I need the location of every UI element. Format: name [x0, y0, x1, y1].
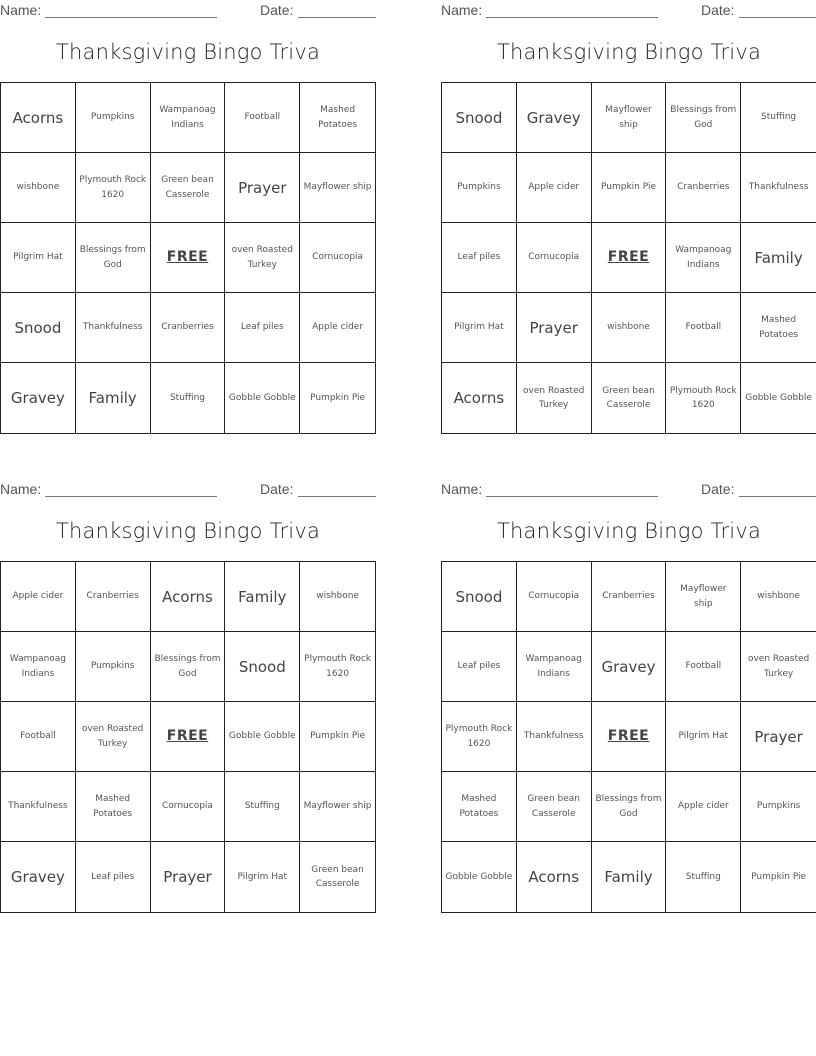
bingo-cell[interactable]: Pumpkin Pie	[300, 702, 375, 772]
bingo-cell[interactable]: Prayer	[225, 153, 300, 223]
bingo-cell[interactable]: wishbone	[1, 153, 76, 223]
bingo-cell[interactable]: Prayer	[517, 293, 592, 363]
bingo-cell[interactable]: Mayflower ship	[300, 772, 375, 842]
bingo-card	[441, 0, 816, 440]
bingo-cell[interactable]: Green bean Casserole	[151, 153, 226, 223]
bingo-cell[interactable]: Green bean Casserole	[311, 864, 364, 889]
date-label: Date:	[260, 2, 294, 18]
name-blank-line[interactable]	[45, 17, 217, 18]
bingo-cell[interactable]: Mayflower ship	[666, 562, 741, 632]
name-label: Name:	[0, 481, 42, 497]
bingo-cell[interactable]: Leaf piles	[76, 842, 151, 912]
bingo-cell[interactable]: Plymouth Rock 1620	[76, 153, 151, 223]
bingo-cell[interactable]: Gravey	[1, 842, 76, 912]
bingo-grid	[441, 82, 816, 434]
bingo-cell[interactable]: wishbone	[741, 562, 816, 632]
name-date-row	[0, 2, 376, 20]
bingo-cell[interactable]: Family	[741, 223, 816, 293]
bingo-cell[interactable]: Pilgrim Hat	[666, 702, 741, 772]
bingo-cell[interactable]: Apple cider	[1, 562, 76, 632]
bingo-cell[interactable]: Cranberries	[592, 562, 667, 632]
bingo-cell[interactable]: Pilgrim Hat	[442, 293, 517, 363]
bingo-cell[interactable]: Blessings from God	[666, 83, 741, 153]
bingo-cell[interactable]: Thankfulness	[517, 702, 592, 772]
bingo-cell[interactable]: Pumpkins	[442, 153, 517, 223]
bingo-cell[interactable]: Thankfulness	[76, 293, 151, 363]
bingo-cell[interactable]: Apple cider	[666, 772, 741, 842]
name-blank-line[interactable]	[45, 496, 217, 497]
date-label: Date:	[701, 481, 735, 497]
bingo-cell[interactable]: Football	[225, 83, 300, 153]
date-blank-line[interactable]	[739, 496, 816, 497]
bingo-cell[interactable]: Acorns	[1, 83, 76, 153]
free-space-cell[interactable]: FREE	[592, 702, 667, 772]
free-space-cell[interactable]: FREE	[592, 223, 667, 293]
bingo-cell[interactable]: Mashed Potatoes	[76, 772, 151, 842]
name-date-row	[441, 2, 816, 20]
bingo-cell[interactable]: Leaf piles	[225, 293, 300, 363]
bingo-cell[interactable]: Gobble Gobble	[442, 842, 517, 912]
bingo-cell[interactable]: Prayer	[741, 702, 816, 772]
bingo-cell[interactable]: Leaf piles	[442, 223, 517, 293]
bingo-cell[interactable]: Plymouth Rock 1620	[300, 632, 375, 702]
bingo-cell[interactable]: Football	[666, 293, 741, 363]
bingo-cell[interactable]: wishbone	[592, 293, 667, 363]
bingo-cell[interactable]: Leaf piles	[442, 632, 517, 702]
bingo-cell[interactable]: Football	[666, 632, 741, 702]
bingo-cell[interactable]: Cornucopia	[517, 223, 592, 293]
name-date-row	[441, 481, 816, 499]
bingo-cell[interactable]: Wampanoag Indians	[666, 223, 741, 293]
bingo-cell[interactable]: Gravey	[592, 632, 667, 702]
name-label: Name:	[441, 481, 483, 497]
date-blank-line[interactable]	[298, 17, 376, 18]
bingo-cell[interactable]: Blessings from God	[76, 223, 151, 293]
bingo-grid	[441, 561, 816, 913]
date-blank-line[interactable]	[739, 17, 816, 18]
bingo-cell[interactable]: Gobble Gobble	[225, 363, 300, 433]
bingo-cell[interactable]: Blessings from God	[592, 772, 667, 842]
bingo-cell[interactable]: Mashed Potatoes	[300, 83, 375, 153]
bingo-cell[interactable]: oven Roasted Turkey	[741, 632, 816, 702]
bingo-cell[interactable]: Blessings from God	[151, 632, 226, 702]
bingo-cell[interactable]: Family	[225, 562, 300, 632]
bingo-cell[interactable]: Mashed Potatoes	[442, 772, 517, 842]
bingo-cell[interactable]: Acorns	[151, 562, 226, 632]
bingo-cell[interactable]: Stuffing	[151, 363, 226, 433]
bingo-card	[0, 479, 376, 919]
bingo-cell[interactable]: Thankfulness	[1, 772, 76, 842]
bingo-cell[interactable]: Snood	[442, 83, 517, 153]
free-space-cell[interactable]: FREE	[151, 702, 226, 772]
card-title: Thanksgiving Bingo Triva	[496, 519, 762, 543]
bingo-cell[interactable]: Plymouth Rock 1620	[442, 702, 517, 772]
name-label: Name:	[441, 2, 483, 18]
date-label: Date:	[260, 481, 294, 497]
bingo-cell[interactable]: Football	[1, 702, 76, 772]
name-blank-line[interactable]	[486, 17, 658, 18]
bingo-cell[interactable]: Family	[76, 363, 151, 433]
bingo-cell[interactable]: Stuffing	[225, 772, 300, 842]
bingo-cell[interactable]: Snood	[225, 632, 300, 702]
bingo-cell[interactable]: Gobble Gobble	[225, 702, 300, 772]
bingo-cell[interactable]: Snood	[442, 562, 517, 632]
bingo-cell[interactable]: Mayflower ship	[300, 153, 375, 223]
bingo-cell[interactable]: Green bean Casserole	[517, 772, 592, 842]
date-label: Date:	[701, 2, 735, 18]
name-label: Name:	[0, 2, 42, 18]
bingo-cell[interactable]: Green bean Casserole	[592, 363, 667, 433]
bingo-cell[interactable]: Acorns	[442, 363, 517, 433]
bingo-cell[interactable]: Prayer	[151, 842, 226, 912]
bingo-cell[interactable]: Pilgrim Hat	[1, 223, 76, 293]
bingo-cell[interactable]: Mashed Potatoes	[741, 293, 816, 363]
bingo-cell[interactable]: Stuffing	[741, 83, 816, 153]
bingo-grid	[0, 82, 376, 434]
bingo-cell[interactable]: Pumpkin Pie	[751, 871, 807, 882]
bingo-card	[441, 479, 816, 919]
bingo-cell[interactable]: Gobble Gobble	[745, 392, 812, 403]
bingo-cell[interactable]: wishbone	[300, 562, 375, 632]
bingo-cell[interactable]: oven Roasted Turkey	[517, 363, 592, 433]
bingo-cell[interactable]: Pumpkins	[741, 772, 816, 842]
bingo-cell[interactable]: Cranberries	[666, 153, 741, 223]
card-title: Thanksgiving Bingo Triva	[55, 519, 321, 543]
bingo-cell[interactable]: Cornucopia	[517, 562, 592, 632]
name-blank-line[interactable]	[486, 496, 658, 497]
bingo-cell[interactable]: Wampanoag Indians	[517, 632, 592, 702]
bingo-cell[interactable]: Wampanoag Indians	[1, 632, 76, 702]
card-title: Thanksgiving Bingo Triva	[55, 40, 321, 64]
bingo-cell[interactable]: Acorns	[517, 842, 592, 912]
bingo-cell[interactable]: Wampanoag Indians	[151, 83, 226, 153]
bingo-cell[interactable]: Pilgrim Hat	[225, 842, 300, 912]
bingo-cell[interactable]: Mayflower ship	[592, 83, 667, 153]
bingo-cell[interactable]: Gravey	[517, 83, 592, 153]
bingo-cell[interactable]: oven Roasted Turkey	[76, 702, 151, 772]
bingo-cell[interactable]: Thankfulness	[741, 153, 816, 223]
bingo-cell[interactable]: Cornucopia	[300, 223, 375, 293]
date-blank-line[interactable]	[298, 496, 376, 497]
bingo-cell[interactable]: Family	[592, 842, 667, 912]
bingo-cell[interactable]: Apple cider	[517, 153, 592, 223]
bingo-cell[interactable]: Gravey	[1, 363, 76, 433]
bingo-cell[interactable]: Snood	[1, 293, 76, 363]
bingo-cell[interactable]: oven Roasted Turkey	[225, 223, 300, 293]
bingo-cell[interactable]: Cranberries	[76, 562, 151, 632]
bingo-cell[interactable]: Apple cider	[300, 293, 375, 363]
free-space-cell[interactable]: FREE	[151, 223, 226, 293]
card-title: Thanksgiving Bingo Triva	[496, 40, 762, 64]
bingo-cell[interactable]: Pumpkins	[76, 632, 151, 702]
bingo-card	[0, 0, 376, 440]
bingo-cell[interactable]: Plymouth Rock 1620	[666, 363, 741, 433]
bingo-cell[interactable]: Cranberries	[151, 293, 226, 363]
bingo-cell[interactable]: Stuffing	[666, 842, 741, 912]
bingo-cell[interactable]: Cornucopia	[151, 772, 226, 842]
name-date-row	[0, 481, 376, 499]
bingo-cell[interactable]: Pumpkin Pie	[310, 392, 366, 403]
bingo-grid	[0, 561, 376, 913]
bingo-cell[interactable]: Pumpkins	[76, 83, 151, 153]
bingo-cell[interactable]: Pumpkin Pie	[592, 153, 667, 223]
